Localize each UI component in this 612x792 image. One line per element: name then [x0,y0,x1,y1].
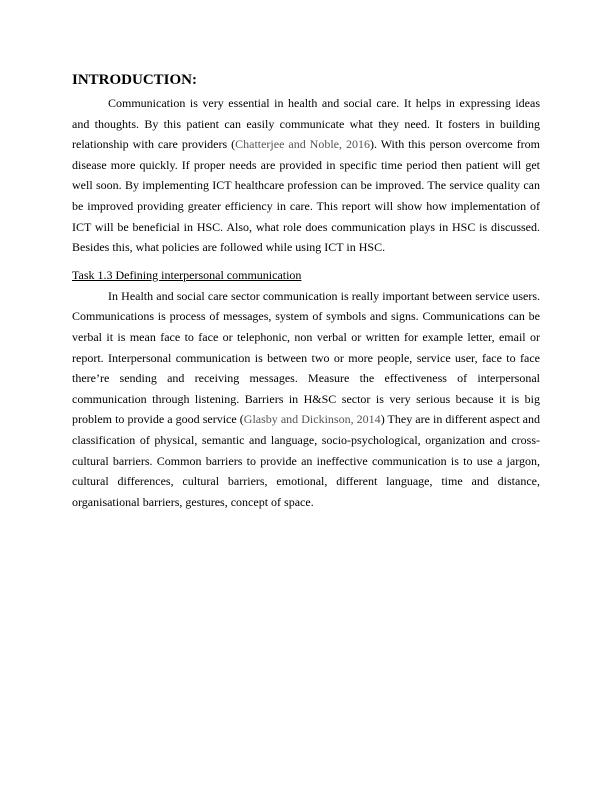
task-text-part-2: ) They are in different aspect and classification of physical, semantic and language, socio-psychological, organization and cross- cultural barriers. Common barriers to provide an ineffective communication is to use a jargon, cultural differences, cultural barriers, emotional, different language, time and distance, organisational barriers, gestures, concept of space. [72,412,540,509]
introduction-text-part-1: Communication is very essential in health and social care. It helps in expressing ideas and thoughts. By this patient can easily communicate what they need. It fosters in building relationship with care providers ( [72,96,540,152]
introduction-heading: INTRODUCTION: [72,72,198,88]
introduction-citation: Chatterjee and Noble, 2016 [235,137,370,152]
task-text-part-1: In Health and social care sector communication is really important between service users. Communications is process of messages, system of symbols and signs. Communications can be verbal it is mean face to face or telephonic, non verbal or written for example letter, email or report. Interpersonal communication is between two or more people, service user, face to face there’re sending and receiving messages. Measure the effectiveness of interpersonal communication through listening. Barriers in H&SC sector is very serious because it is big problem to provide a good service ( [72,288,540,427]
introduction-paragraph [72,93,540,258]
task-heading: Task 1.3 Defining interpersonal communication [72,267,302,282]
document-page [72,70,540,512]
task-paragraph [72,286,540,513]
task-citation: Glasby and Dickinson, 2014 [243,412,381,427]
introduction-text-part-2: ). With this person overcome from disease more quickly. If proper needs are provided in specific time period then patient will get well soon. By implementing ICT healthcare profession can be improved. The service quality can be improved providing greater efficiency in care. This report will show how implementation of ICT will be beneficial in HSC. Also, what role does communication plays in HSC is discussed. Besides this, what policies are followed while using ICT in HSC. [72,137,540,255]
